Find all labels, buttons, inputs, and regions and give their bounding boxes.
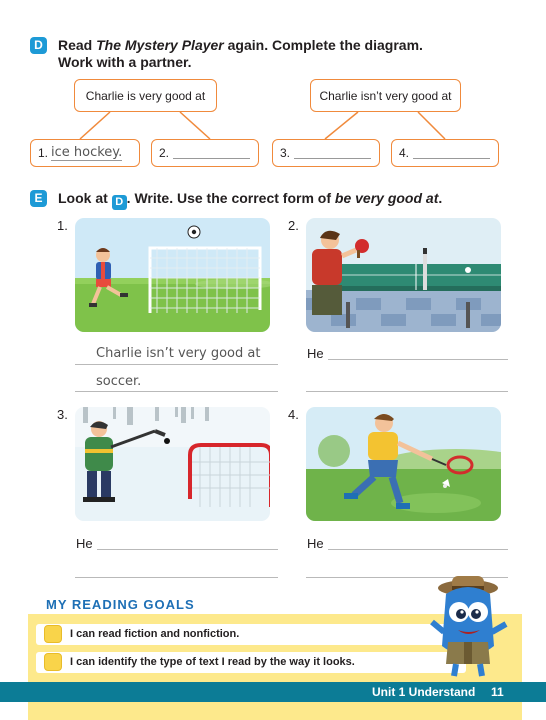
section-d-heading-pre: Read (58, 37, 97, 53)
box-number: 3. (280, 146, 291, 160)
item-2-number: 2. (288, 218, 299, 233)
answer-line (413, 147, 490, 159)
item-1-write-line-2[interactable] (75, 391, 278, 392)
section-d-badge: D (30, 37, 47, 54)
box-answer-text: ice hockey. (51, 145, 123, 160)
answer-line (173, 147, 250, 159)
section-e-heading-end: . (438, 190, 443, 206)
footer-unit-label: Unit 1 Understand (372, 685, 476, 699)
item-1-write-line-1[interactable] (75, 364, 278, 365)
box-number: 1. (38, 146, 49, 160)
section-e-heading-emphasis: be very good at (334, 190, 439, 206)
goal-text-2: I can identify the type of text I read by the way it looks. (70, 656, 355, 668)
section-e-heading-pre: Look at (58, 190, 112, 206)
soccer-picture (75, 218, 270, 332)
ice-hockey-picture (75, 407, 270, 521)
item-3-write-line-2[interactable] (75, 577, 278, 578)
diagram-answer-box-1[interactable] (30, 139, 140, 167)
goal-text-1: I can read fiction and nonfiction. (70, 628, 240, 640)
item-4-answer-start: He (307, 536, 324, 551)
table-tennis-picture (306, 218, 501, 332)
diagram-label-not-good: Charlie isn’t very good at (310, 79, 461, 112)
diagram-answer-box-2[interactable] (151, 139, 259, 167)
mascot-character-icon (428, 572, 510, 680)
section-e-heading-mid: . Write. Use the correct form of (126, 190, 335, 206)
section-d-heading-post: again. Complete the diagram. (223, 37, 423, 53)
item-2-answer-start: He (307, 346, 324, 361)
item-3-answer-start: He (76, 536, 93, 551)
item-1-number: 1. (57, 218, 68, 233)
badminton-picture (306, 407, 501, 521)
section-e-badge: E (30, 190, 47, 207)
diagram-label-good: Charlie is very good at (74, 79, 217, 112)
item-3-write-line-1[interactable] (97, 549, 278, 550)
item-2-write-line-1[interactable] (328, 359, 508, 360)
section-d-reference-badge: D (112, 195, 127, 210)
item-2-write-line-2[interactable] (306, 391, 508, 392)
box-number: 4. (399, 146, 410, 160)
reading-goals-title: MY READING GOALS (46, 597, 195, 612)
item-3-number: 3. (57, 407, 68, 422)
section-d-heading-line2: Work with a partner. (58, 54, 192, 70)
section-d-heading-title: The Mystery Player (96, 37, 224, 53)
goal-checkbox-2[interactable] (44, 653, 62, 671)
footer-page-number: 11 (491, 685, 504, 699)
goal-checkbox-1[interactable] (44, 625, 62, 643)
item-4-write-line-1[interactable] (328, 549, 508, 550)
answer-line (294, 147, 371, 159)
item-4-number: 4. (288, 407, 299, 422)
item-1-answer-line1: Charlie isn’t very good at (96, 346, 261, 361)
diagram-answer-box-4[interactable] (391, 139, 499, 167)
box-number: 2. (159, 146, 170, 160)
item-1-answer-line2: soccer. (96, 374, 142, 389)
section-e-heading (58, 190, 442, 210)
diagram-answer-box-3[interactable] (272, 139, 380, 167)
